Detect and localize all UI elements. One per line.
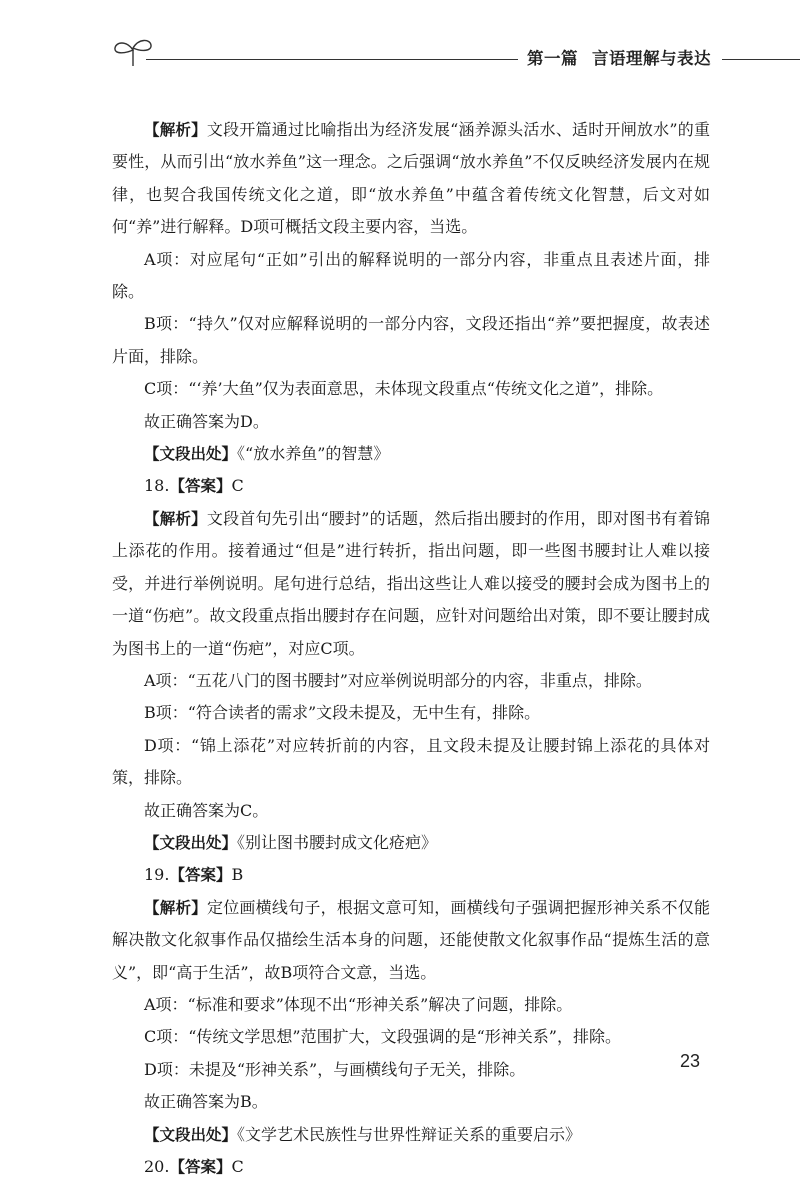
answer-line: 20.【答案】C — [144, 1157, 244, 1176]
paragraph: 【文段出处】《别让图书腰封成文化疮疤》 — [144, 832, 438, 852]
paragraph: A项：“标准和要求”体现不出“形神关系”解决了问题，排除。 — [144, 994, 573, 1014]
header-title — [527, 45, 711, 69]
chapter-title: 言语理解与表达 — [592, 49, 711, 68]
paragraph: 故正确答案为D。 — [144, 411, 269, 431]
paragraph: 【解析】定位画横线句子，根据文意可知，画横线句子强调把握形神关系不仅能解决散文化叙事作品仅描绘生活本身的问题，还能使散文化叙事作品“提炼生活的意义”，即“高于生活”，故B项符合文意，当选。 — [112, 897, 710, 982]
paragraph: D项：“锦上添花”对应转折前的内容，且文段未提及让腰封锦上添花的具体对策，排除。 — [112, 735, 710, 788]
page-number: 23 — [680, 1051, 701, 1071]
paragraph: A项：“五花八门的图书腰封”对应举例说明部分的内容，非重点，排除。 — [144, 670, 652, 690]
paragraph: C项：“传统文学思想”范围扩大，文段强调的是“形神关系”，排除。 — [144, 1027, 621, 1047]
page-header — [0, 0, 800, 90]
header-rule-left — [146, 59, 518, 60]
answer-line: 18.【答案】C — [144, 476, 244, 496]
sprout-icon — [112, 32, 154, 68]
paragraph: 故正确答案为C。 — [144, 800, 269, 820]
paragraph: A项：对应尾句“正如”引出的解释说明的一部分内容，非重点且表述片面，排除。 — [112, 249, 710, 302]
paragraph: B项：“符合读者的需求”文段未提及，无中生有，排除。 — [144, 703, 541, 723]
paragraph: 【文段出处】《文学艺术民族性与世界性辩证关系的重要启示》 — [144, 1124, 582, 1144]
chapter-label: 第一篇 — [527, 49, 578, 68]
paragraph: 【解析】文段开篇通过比喻指出为经济发展“涵养源头活水、适时开闸放水”的重要性，从而引出“放水养鱼”这一理念。之后强调“放水养鱼”不仅反映经济发展内在规律，也契合我国传统文化之道，即“放水养鱼”中蕴含着传统文化智慧，后文对如何“养”进行解释。D项可概括文段主要内容，当选。 — [112, 120, 710, 237]
answer-line: 19.【答案】B — [144, 865, 244, 885]
paragraph: C项：“‘养’大鱼”仅为表面意思，未体现文段重点“传统文化之道”，排除。 — [144, 379, 664, 399]
paragraph: 【文段出处】《“放水养鱼”的智慧》 — [144, 444, 390, 464]
paragraph: B项：“持久”仅对应解释说明的一部分内容，文段还指出“养”要把握度，故表述片面，排除。 — [112, 314, 710, 366]
answer-explanations — [112, 114, 710, 1183]
paragraph: 故正确答案为B。 — [144, 1092, 268, 1112]
paragraph: D项：未提及“形神关系”，与画横线句子无关，排除。 — [144, 1059, 526, 1079]
header-rule-right — [722, 59, 800, 60]
paragraph: 【解析】文段首句先引出“腰封”的话题，然后指出腰封的作用，即对图书有着锦上添花的作用。接着通过“但是”进行转折，指出问题，即一些图书腰封让人难以接受，并进行举例说明。尾句进行总结，指出这些让人难以接受的腰封会成为图书上的一道“伤疤”。故文段重点指出腰封存在问题，应针对问题给出对策，即不要让腰封成为图书上的一道“伤疤”，对应C项。 — [112, 508, 710, 658]
